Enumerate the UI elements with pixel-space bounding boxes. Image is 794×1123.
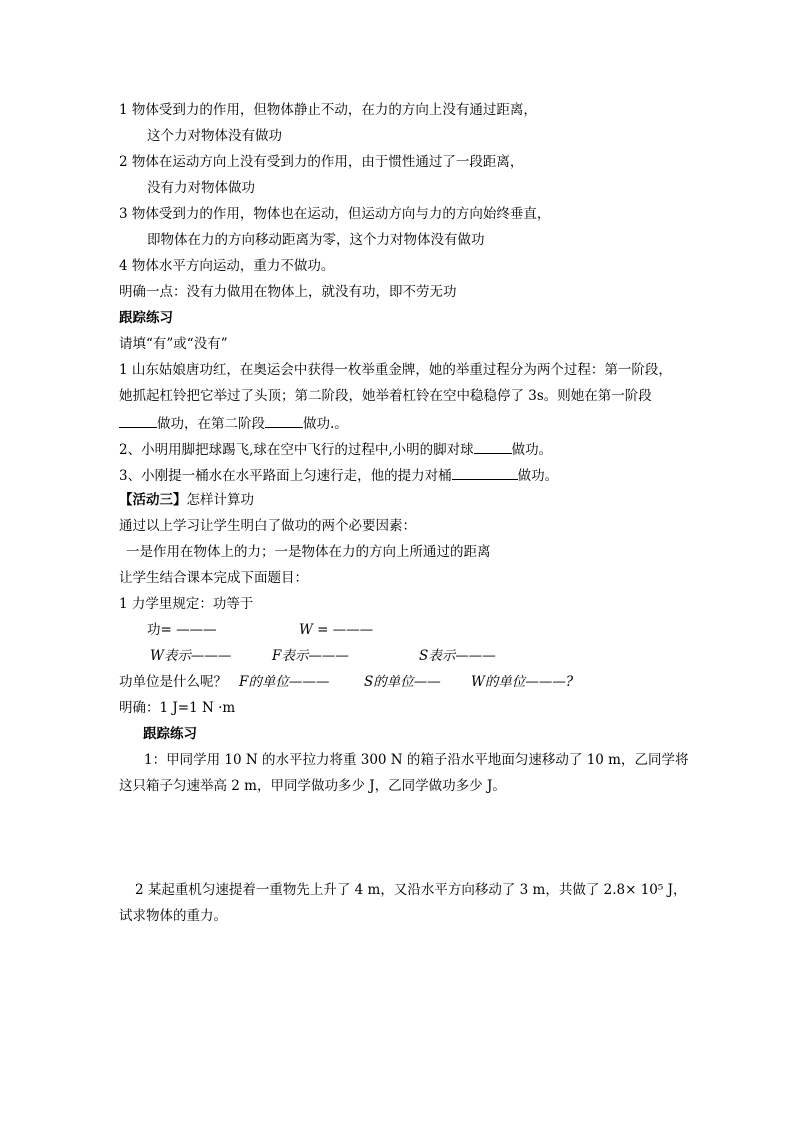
answer-blank[interactable] <box>474 439 512 454</box>
unit-clarification: 明确：1 J=1 N ·m <box>119 700 236 716</box>
point-2-line-2: 没有力对物体做功 <box>147 180 255 196</box>
two-factors-line: 一是作用在物体上的力；一是物体在力的方向上所通过的距离 <box>126 544 491 560</box>
point-3-line-2: 即物体在力的方向移动距离为零，这个力对物体没有做功 <box>147 232 485 248</box>
definition-prompt: 1 力学里规定：功等于 <box>119 596 254 612</box>
activity-three-heading: 【活动三】怎样计算功 <box>119 492 254 508</box>
exercise-2-line-2: 试求物体的重力。 <box>119 908 227 924</box>
point-3-line-1: 3 物体受到力的作用，物体也在运动，但运动方向与力的方向始终垂直， <box>119 206 551 222</box>
question-1-line-2: 她抓起杠铃把它举过了头顶；第二阶段，她举着杠铃在空中稳稳停了 3s。则她在第一阶段 <box>119 388 652 404</box>
w-represents: W表示——— <box>150 648 232 664</box>
question-1-line-3: 做功，在第二阶段 做功.。 <box>119 413 348 433</box>
answer-blank[interactable] <box>265 413 303 428</box>
work-formula-word: 功= ——— <box>147 622 217 638</box>
fill-instruction: 请填“有”或“没有” <box>119 336 228 352</box>
answer-blank[interactable] <box>452 465 518 480</box>
point-1-line-2: 这个力对物体没有做功 <box>147 128 282 144</box>
s-represents: S表示——— <box>419 648 496 664</box>
unit-question: 功单位是什么呢？ <box>119 674 227 690</box>
question-2-line: 2、小明用脚把球踢飞,球在空中飞行的过程中,小明的脚对球 做功。 <box>119 439 552 459</box>
f-unit: F的单位——— <box>239 674 330 690</box>
w-unit: W的单位———? <box>471 674 574 690</box>
task-instruction: 让学生结合课本完成下面题目： <box>119 570 308 586</box>
s-unit: S的单位—— <box>364 674 441 690</box>
point-1-line-1: 1 物体受到力的作用，但物体静止不动，在力的方向上没有通过距离， <box>119 102 537 118</box>
answer-blank[interactable] <box>119 413 157 428</box>
exercise-1-line-2: 这只箱子匀速举高 2 m，甲同学做功多少 J，乙同学做功多少 J。 <box>119 778 506 794</box>
f-represents: F表示——— <box>272 648 349 664</box>
work-formula-symbol: W = ——— <box>299 622 374 638</box>
section-heading-practice-2: 跟踪练习 <box>143 726 197 742</box>
exercise-2-line-1: 2 某起重机匀速提着一重物先上升了 4 m，又沿水平方向移动了 3 m，共做了 2.8× 10⁵ J， <box>135 882 687 898</box>
exercise-1-line-1: 1：甲同学用 10 N 的水平拉力将重 300 N 的箱子沿水平地面匀速移动了 10 m，乙同学将 <box>144 752 689 768</box>
section-heading-practice: 跟踪练习 <box>119 310 173 326</box>
clarification-line: 明确一点：没有力做用在物体上，就没有功，即不劳无功 <box>119 284 457 300</box>
question-3-line: 3、小刚提一桶水在水平路面上匀速行走，他的提力对桶 做功。 <box>119 465 558 485</box>
point-4-line: 4 物体水平方向运动，重力不做功。 <box>119 258 335 274</box>
question-1-line-1: 1 山东姑娘唐功红，在奥运会中获得一枚举重金牌，她的举重过程分为两个过程：第一阶段， <box>119 362 672 378</box>
summary-intro: 通过以上学习让学生明白了做功的两个必要因素： <box>119 518 416 534</box>
point-2-line-1: 2 物体在运动方向上没有受到力的作用，由于惯性通过了一段距离， <box>119 154 524 170</box>
